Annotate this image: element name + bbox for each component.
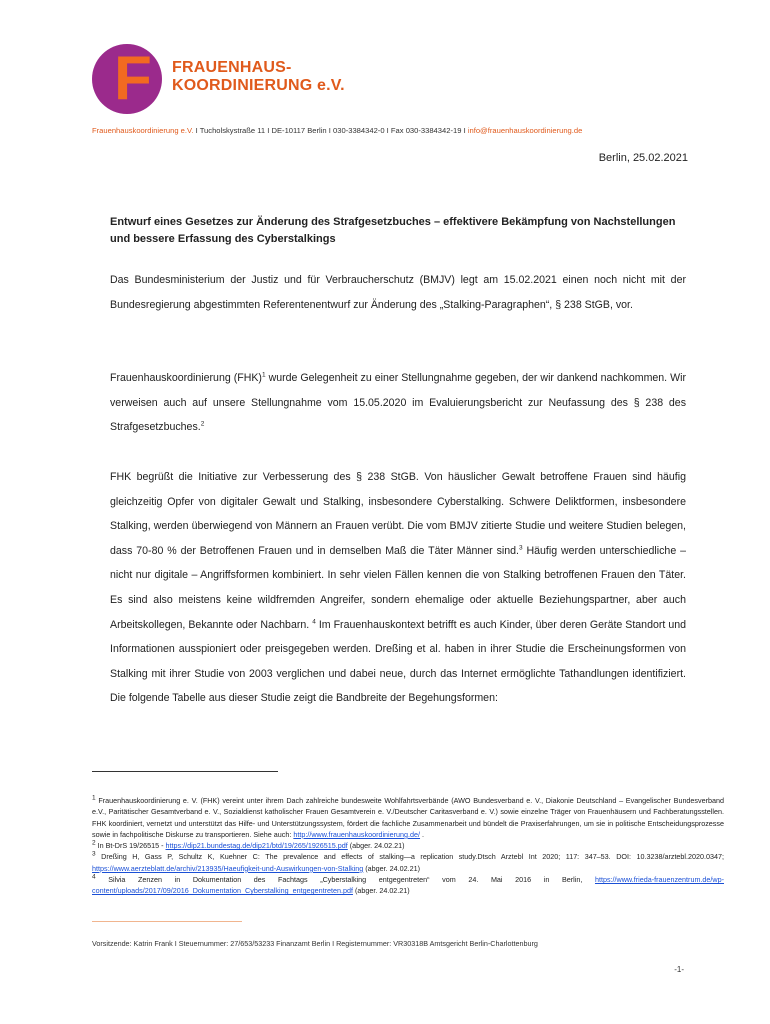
- document-title: Entwurf eines Gesetzes zur Änderung des Strafgesetzbuches – effektivere Bekämpfung von Nachstellungen und bessere Erfassung des Cyberstalkings: [110, 216, 676, 245]
- paragraph-3-text-b: Häufig werden unterschiedliche – nicht nur digitale – Angriffsformen kombiniert. In sehr vielen Fällen kennen die von Stalking betroffenen Frauen den Täter. Es sind also meistens keine wildfremden Angreifer, sondern ehemalige oder aktuelle Beziehungspartner, aber auch Arbeitskollegen, Bekannte oder Nachbarn.: [110, 544, 687, 631]
- address-street: Tucholskystraße 11: [199, 126, 266, 135]
- paragraph-3-text-a: FHK begrüßt die Initiative zur Verbesserung des § 238 StGB. Von häuslicher Gewalt betroffene Frauen sind häufig gleichzeitig Opfer von digitaler Gewalt und Stalking, insbesondere Cyberstalking. Schwere Deliktformen, insbesondere Stalking, werden überwiegend von Männern an Frauen verübt. Die vom BMJV zitierte Studie und weitere Studien belegen, dass 70-80 % der Betroffenen Frauen und in demselben Maß die Täter Männer sind.: [110, 471, 686, 557]
- address-org: Frauenhauskoordinierung e.V.: [92, 126, 194, 135]
- address-email[interactable]: info@frauenhauskoordinierung.de: [467, 126, 583, 135]
- address-fax: Fax 030-3384342-19: [390, 126, 462, 135]
- letterhead-address: [92, 126, 732, 135]
- footnote-number: 2: [92, 839, 96, 847]
- footnote-link[interactable]: https://www.frieda-frauenzentrum.de/wp-content/uploads/2017/09/2016_Dokumentation_Cyberstalking_entgegentreten.pdf: [92, 875, 724, 896]
- paragraph-2: [110, 366, 686, 440]
- footer-divider: [92, 921, 242, 922]
- letter-footer: Vorsitzende: Katrin Frank I Steuernummer: 27/653/53233 Finanzamt Berlin I Registernummer: VR30318B Amtsgericht Berlin-Charlottenburg: [92, 939, 538, 948]
- footnotes: [92, 795, 724, 897]
- footnote-text-end: (abger. 24.02.21): [347, 841, 405, 851]
- address-sep: I: [463, 126, 466, 135]
- address-sep: I: [267, 126, 270, 135]
- footnote-3: [92, 851, 724, 874]
- fhk-logo: [92, 44, 352, 114]
- address-sep: I: [386, 126, 389, 135]
- footnote-2: [92, 840, 724, 851]
- paragraph-3: [110, 465, 686, 711]
- footnote-1: [92, 795, 724, 840]
- address-phone: 030-3384342-0: [333, 126, 385, 135]
- footnote-text: Dreßing H, Gass P, Schultz K, Kuehner C: The prevalence and effects of stalking—a replication study.Dtsch Arztebl Int 2020; 117: 347–53. DOI: 10.3238/arztebl.2020.0347;: [95, 852, 724, 862]
- paragraph-2-text-a: Frauenhauskoordinierung (FHK): [110, 372, 262, 384]
- footnote-text-end: .: [420, 829, 425, 839]
- footnote-text: In Bt-DrS 19/26515 -: [95, 841, 166, 851]
- logo-wordmark: [172, 59, 345, 95]
- footnote-ref-1[interactable]: 1: [261, 371, 266, 379]
- address-city: DE-10117 Berlin: [271, 126, 327, 135]
- logo-letter: F: [114, 44, 152, 113]
- footnote-text-end: (abger. 24.02.21): [363, 863, 421, 873]
- logo-line-1: FRAUENHAUS-: [172, 59, 292, 76]
- footnote-link[interactable]: https://dip21.bundestag.de/dip21/btd/19/265/1926515.pdf: [165, 841, 348, 851]
- footnote-ref-3[interactable]: 3: [518, 544, 523, 552]
- address-sep: I: [195, 126, 198, 135]
- footnote-number: 1: [92, 794, 96, 802]
- letter-date: Berlin, 25.02.2021: [598, 152, 688, 164]
- footnote-link[interactable]: https://www.aerzteblatt.de/archiv/213935/Haeufigkeit-und-Auswirkungen-von-Stalking: [92, 863, 364, 873]
- footnote-ref-2[interactable]: 2: [200, 420, 205, 428]
- footnote-link[interactable]: http://www.frauenhauskoordinierung.de/: [293, 829, 421, 839]
- page-number: -1-: [674, 965, 684, 974]
- paragraph-3-text-c: Im Frauenhauskontext betrifft es auch Kinder, über deren Geräte Standort und Informationen ausspioniert oder preisgegeben werden. Dreßing et al. haben in ihrer Studie die Erscheinungsformen von Stalking mit ihrer Studie von 2003 verglichen und dabei neue, durch das Internet ermöglichte Tathandlungen identifiziert. Die folgende Tabelle aus dieser Studie zeigt die Bandbreite der Begehungsformen:: [110, 618, 686, 705]
- footnote-ref-4[interactable]: 4: [312, 618, 316, 626]
- logo-line-2: KOORDINIERUNG e.V.: [172, 77, 345, 94]
- address-sep: I: [328, 126, 331, 135]
- footnote-text-end: (abger. 24.02.21): [352, 886, 410, 896]
- footnote-4: [92, 874, 724, 897]
- footnote-number: 3: [92, 851, 96, 859]
- paragraph-2-text-b: wurde Gelegenheit zu einer Stellungnahme gegeben, der wir dankend nachkommen. Wir verweisen auch auf unsere Stellungnahme vom 15.05.2020 im Evaluierungsbericht zur Neufassung des § 238 des Strafgesetzbuches.: [110, 372, 686, 434]
- paragraph-1: Das Bundesministerium der Justiz und für Verbraucherschutz (BMJV) legt am 15.02.2021 einen noch nicht mit der Bundesregierung abgestimmten Referentenentwurf zur Änderung des „Stalking-Paragraphen“, § 238 StGB, vor.: [110, 274, 686, 311]
- footnote-text: Silvia Zenzen in Dokumentation des Fachtags „Cyberstalking entgegentreten“ vom 24. Mai 2016 in Berlin,: [95, 875, 595, 885]
- footnote-text: Frauenhauskoordinierung e. V. (FHK) vereint unter ihrem Dach zahlreiche bundesweite Wohlfahrtsverbände (AWO Bundesverband e. V., Diakonie Deutschland – Evangelischer Bundesverband e.V., Paritätischer Gesamtverband e. V., Sozialdienst katholischer Frauen Gesamtverein e. V./Deutscher Caritasverband e. V.) sowie einzelne Träger von Frauenhäusern und Fachberatungsstellen. FHK koordiniert, vernetzt und unterstützt das Hilfe- und Unterstützungssystem, fördert die fachliche Zusammenarbeit und bündelt die Praxiserfahrungen, um sie in politische Entscheidungsprozesse sowie in fachpolitische Diskurse zu transportieren. Siehe auch:: [92, 796, 724, 839]
- footnote-number: 4: [92, 873, 96, 881]
- footnote-divider: [92, 771, 278, 772]
